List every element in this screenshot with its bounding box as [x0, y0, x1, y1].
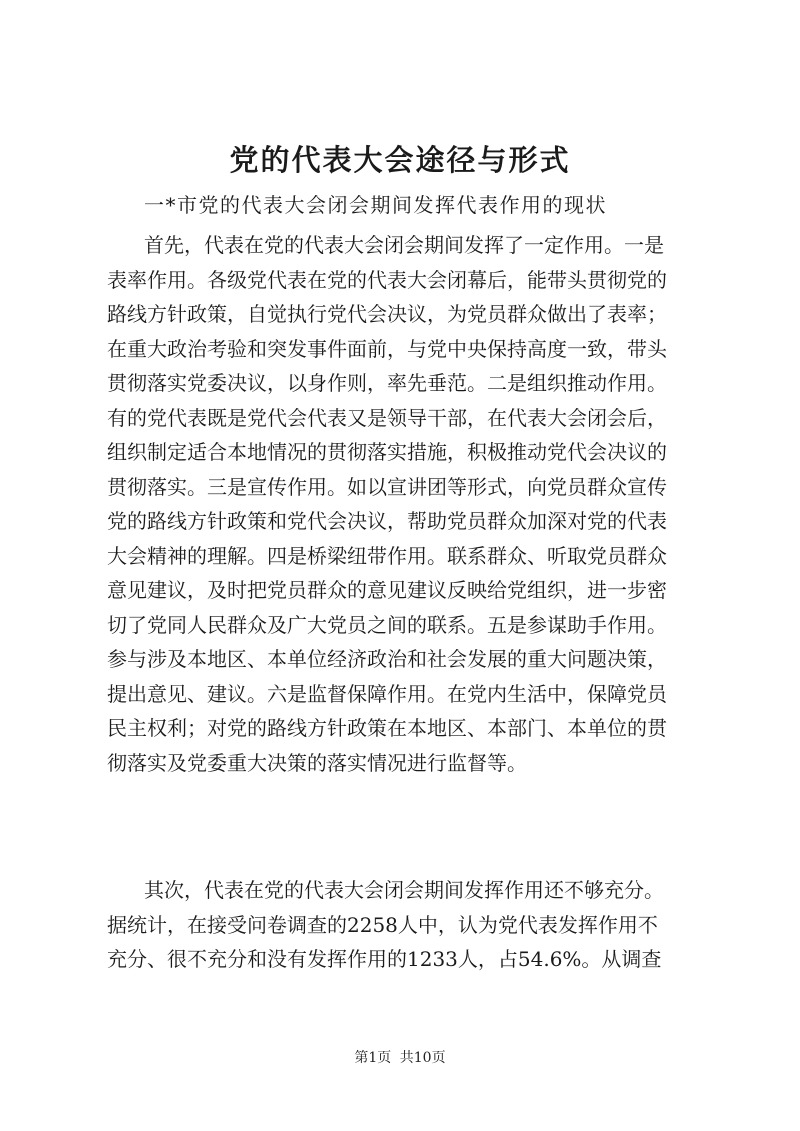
paragraph-line: 在重大政治考验和突发事件面前，与党中央保持高度一致，带头: [107, 336, 667, 361]
paragraph-line: 民主权利；对党的路线方针政策在本地区、本部门、本单位的贯: [107, 716, 667, 740]
section-heading: 一*市党的代表大会闭会期间发挥代表作用的现状: [144, 193, 607, 217]
paragraph-line: 贯彻落实党委决议，以身作则，率先垂范。二是组织推动作用。: [107, 371, 667, 395]
paragraph-line: 大会精神的理解。四是桥梁纽带作用。联系群众、听取党员群众: [107, 543, 667, 568]
paragraph-line: 切了党同人民群众及广大党员之间的联系。五是参谋助手作用。: [107, 612, 667, 637]
document-title: 党的代表大会途径与形式: [229, 143, 571, 177]
paragraph-1: [107, 228, 717, 780]
paragraph-2: [107, 873, 717, 977]
paragraph-line: 参与涉及本地区、本单位经济政治和社会发展的重大问题决策，: [107, 647, 667, 671]
paragraph-line: 充分、很不充分和没有发挥作用的1233人，占54.6%。从调查: [107, 947, 662, 971]
page-footer: [0, 1048, 800, 1068]
paragraph-line: 彻落实及党委重大决策的落实情况进行监督等。: [107, 750, 527, 775]
page-number: 第1页: [354, 1050, 392, 1066]
paragraph-line: 组织制定适合本地情况的贯彻落实措施，积极推动党代会决议的: [107, 440, 667, 464]
total-pages: 共10页: [399, 1050, 446, 1066]
paragraph-line: 提出意见、建议。六是监督保障作用。在党内生活中，保障党员: [107, 681, 667, 706]
paragraph-line: 贯彻落实。三是宣传作用。如以宣讲团等形式，向党员群众宣传: [107, 474, 667, 499]
paragraph-line: 其次，代表在党的代表大会闭会期间发挥作用还不够充分。: [144, 878, 664, 902]
paragraph-line: 首先，代表在党的代表大会闭会期间发挥了一定作用。一是: [144, 233, 664, 257]
paragraph-line: 党的路线方针政策和党代会决议，帮助党员群众加深对党的代表: [107, 509, 667, 533]
paragraph-line: 据统计，在接受问卷调查的2258人中，认为党代表发挥作用不: [107, 912, 658, 937]
paragraph-line: 有的党代表既是党代会代表又是领导干部，在代表大会闭会后，: [107, 405, 667, 430]
paragraph-line: 路线方针政策，自觉执行党代会决议，为党员群众做出了表率；: [107, 302, 667, 326]
paragraph-line: 表率作用。各级党代表在党的代表大会闭幕后，能带头贯彻党的: [107, 267, 667, 292]
paragraph-line: 意见建议，及时把党员群众的意见建议反映给党组织，进一步密: [107, 578, 667, 602]
